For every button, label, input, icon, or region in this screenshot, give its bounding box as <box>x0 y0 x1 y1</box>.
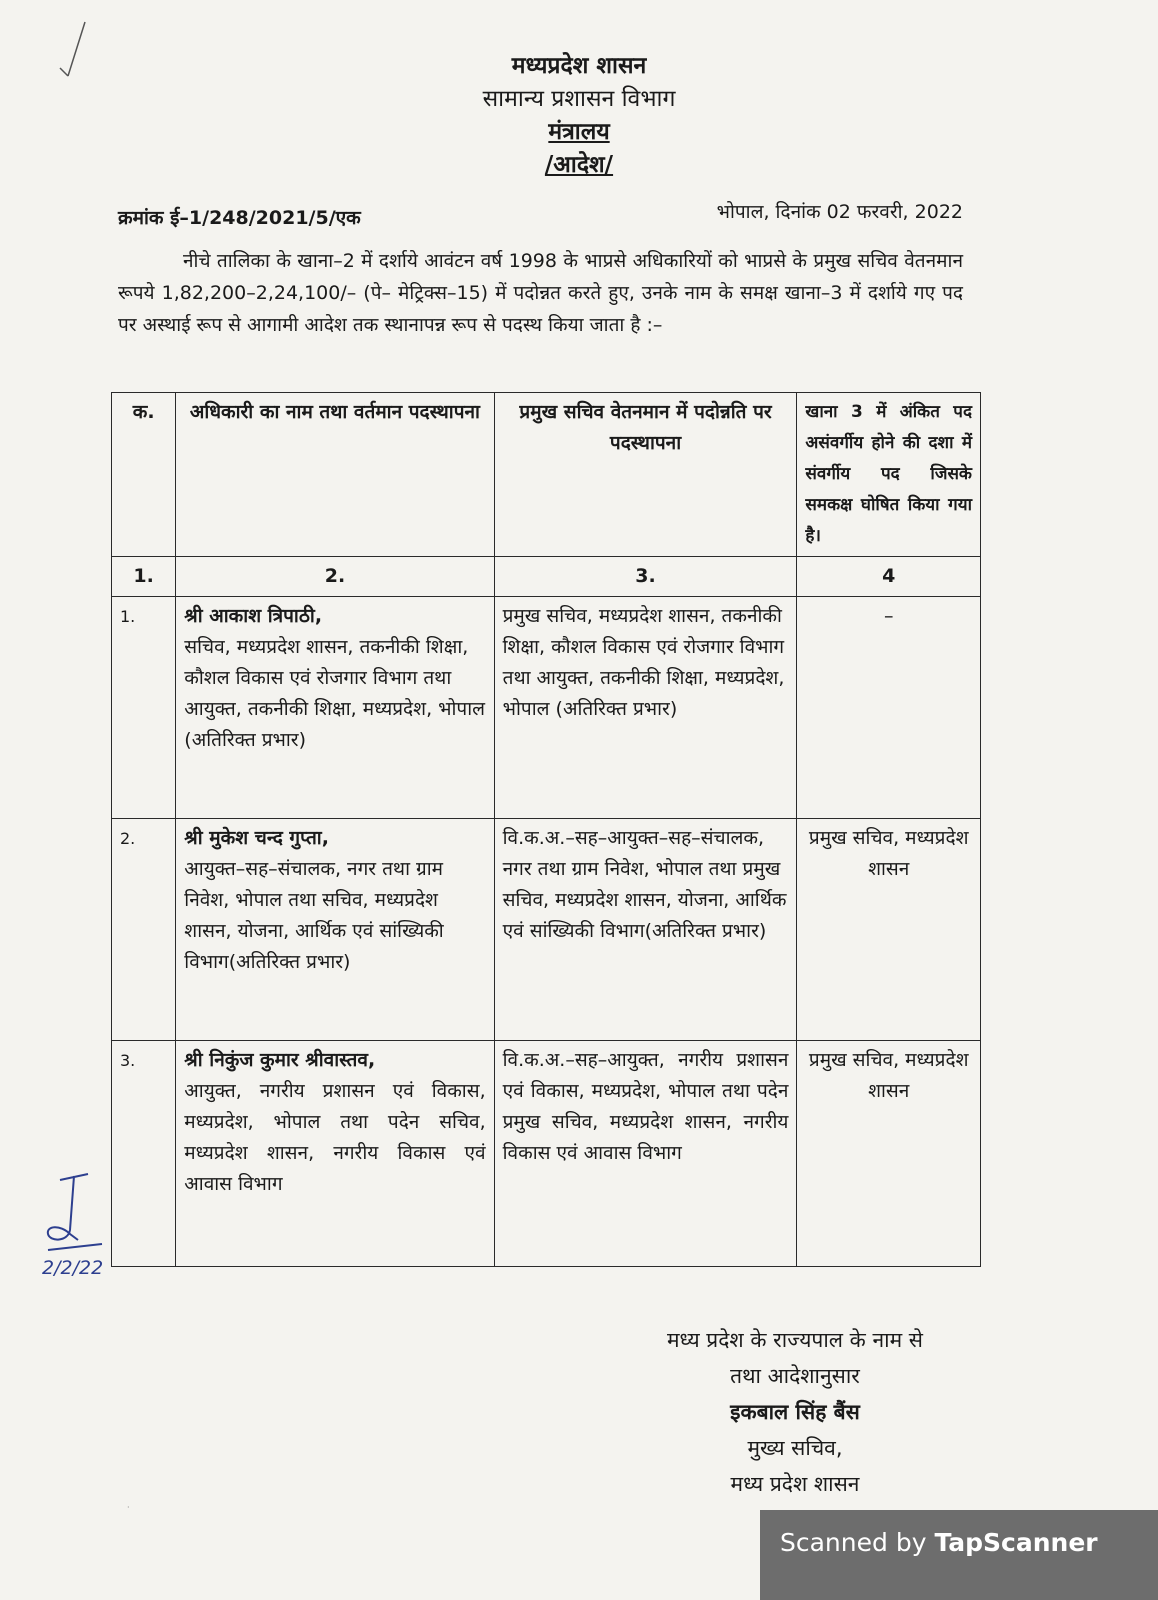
row-serial: 2. <box>112 819 176 1041</box>
header-ministry: मंत्रालय <box>548 119 610 145</box>
column-number-row <box>112 557 981 597</box>
header-department: सामान्य प्रशासन विभाग <box>482 86 676 112</box>
equivalent-post: प्रमुख सचिव, मध्यप्रदेश शासन <box>797 819 981 1041</box>
column-number: 3. <box>494 557 797 597</box>
order-number: क्रमांक ई–1/248/2021/5/एक <box>118 207 361 229</box>
tiny-footer-mark: · <box>127 1503 130 1512</box>
header-state-name: मध्यप्रदेश शासन <box>511 53 647 79</box>
table-row <box>112 597 981 819</box>
officer-name: श्री निकुंज कुमार श्रीवास्तव, <box>184 1049 376 1071</box>
table-header-row <box>112 393 981 557</box>
officer-cell <box>176 597 494 819</box>
header-order-label: /आदेश/ <box>544 152 614 178</box>
signatory-office: मध्य प्रदेश शासन <box>730 1472 860 1496</box>
scanner-watermark <box>760 1510 1158 1600</box>
officer-cell <box>176 1041 494 1267</box>
order-date: भोपाल, दिनांक 02 फरवरी, 2022 <box>716 201 963 223</box>
promotion-table <box>111 392 981 1267</box>
intro-text: नीचे तालिका के खाना–2 में दर्शाये आवंटन वर्ष 1998 के भाप्रसे अधिकारियों को भाप्रसे के प्रमुख सचिव वेतनमान रूपये 1,82,200–2,24,100/– (पे– मेट्रिक्स–15) में पदोन्नत करते हुए, उनके नाम के समक्ष खाना–3 में दर्शाये गए पद पर अस्थाई रूप से आगामी आदेश तक स्थानापन्न रूप से पदस्थ किया जाता है :– <box>118 250 963 336</box>
new-posting: वि.क.अ.–सह–आयुक्त–सह–संचालक, नगर तथा ग्राम निवेश, भोपाल तथा प्रमुख सचिव, मध्यप्रदेश शासन, योजना, आर्थिक एवं सांख्यिकी विभाग(अतिरिक्त प्रभार) <box>494 819 797 1041</box>
signatory-name: इकबाल सिंह बैंस <box>730 1400 860 1424</box>
scanner-text: Scanned by TapScanner <box>780 1528 1098 1557</box>
scanner-brand: TapScanner <box>934 1528 1098 1557</box>
new-posting: वि.क.अ.–सह–आयुक्त, नगरीय प्रशासन एवं विकास, मध्यप्रदेश, भोपाल तथा पदेन प्रमुख सचिव, मध्यप्रदेश शासन, नगरीय विकास एवं आवास विभाग <box>494 1041 797 1267</box>
header-serial: क. <box>112 393 176 557</box>
current-posting: आयुक्त, नगरीय प्रशासन एवं विकास, मध्यप्रदेश, भोपाल तथा पदेन सचिव, मध्यप्रदेश शासन, नगरीय विकास एवं आवास विभाग <box>184 1080 486 1195</box>
equivalent-post: प्रमुख सचिव, मध्यप्रदेश शासन <box>797 1041 981 1267</box>
signatory-designation: मुख्य सचिव, <box>747 1436 843 1460</box>
current-posting: आयुक्त–सह–संचालक, नगर तथा ग्राम निवेश, भोपाल तथा सचिव, मध्यप्रदेश शासन, योजना, आर्थिक एवं सांख्यिकी विभाग(अतिरिक्त प्रभार) <box>184 858 444 973</box>
header-officer-name: अधिकारी का नाम तथा वर्तमान पदस्थापना <box>176 393 494 557</box>
table-row <box>112 819 981 1041</box>
intro-paragraph <box>118 245 963 341</box>
signature-authority-line: मध्य प्रदेश के राज्यपाल के नाम से <box>667 1328 923 1352</box>
current-posting: सचिव, मध्यप्रदेश शासन, तकनीकी शिक्षा, कौशल विकास एवं रोजगार विभाग तथा आयुक्त, तकनीकी शिक्षा, मध्यप्रदेश, भोपाल (अतिरिक्त प्रभार) <box>184 636 486 751</box>
header-equivalent-post: खाना 3 में अंकित पद असंवर्गीय होने की दशा में संवर्गीय पद जिसके समकक्ष घोषित किया गया है। <box>797 393 981 557</box>
handwritten-initial-signature <box>30 1150 120 1300</box>
signature-block <box>600 1322 990 1502</box>
officer-cell <box>176 819 494 1041</box>
table-row <box>112 1041 981 1267</box>
document-header <box>0 50 1158 182</box>
column-number: 2. <box>176 557 494 597</box>
signature-order-line: तथा आदेशानुसार <box>730 1364 860 1388</box>
new-posting: प्रमुख सचिव, मध्यप्रदेश शासन, तकनीकी शिक्षा, कौशल विकास एवं रोजगार विभाग तथा आयुक्त, तकनीकी शिक्षा, मध्यप्रदेश, भोपाल (अतिरिक्त प्रभार) <box>494 597 797 819</box>
row-serial: 1. <box>112 597 176 819</box>
column-number: 4 <box>797 557 981 597</box>
officer-name: श्री मुकेश चन्द गुप्ता, <box>184 827 329 849</box>
row-serial: 3. <box>112 1041 176 1267</box>
initial-date: 2/2/22 <box>42 1257 104 1279</box>
officer-name: श्री आकाश त्रिपाठी, <box>184 605 323 627</box>
equivalent-post: – <box>797 597 981 819</box>
header-promotion-posting: प्रमुख सचिव वेतनमान में पदोन्नति पर पदस्थापना <box>494 393 797 557</box>
column-number: 1. <box>112 557 176 597</box>
